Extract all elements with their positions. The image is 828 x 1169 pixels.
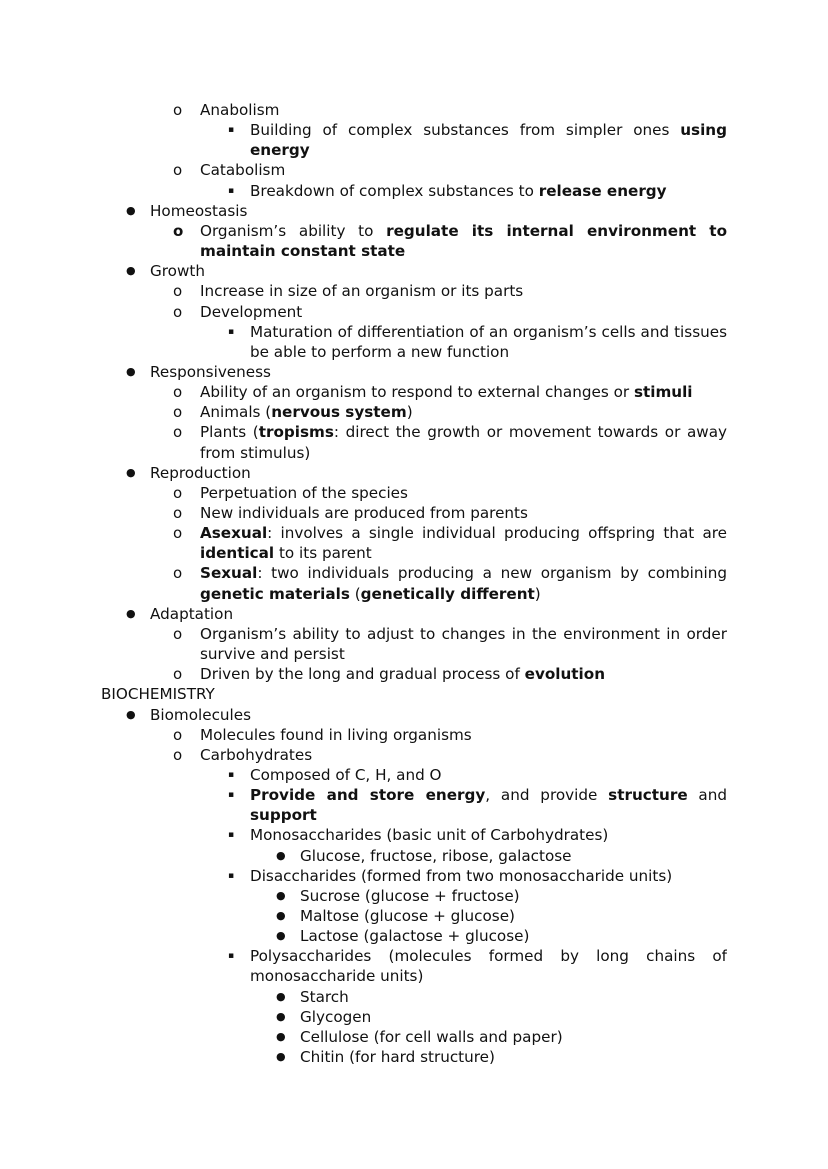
list-item-text: Development: [200, 302, 303, 321]
list-item-text: Chitin (for hard structure): [300, 1048, 495, 1067]
bullet-circle-icon: o: [173, 504, 183, 522]
list-item-text: Maltose (glucose + glucose): [300, 907, 515, 925]
list-item-text: Disaccharides (formed from two monosaccharide units): [250, 866, 673, 885]
list-item-text: Biomolecules: [150, 705, 252, 724]
bullet-circle-icon: o: [173, 624, 183, 643]
list-item-text: Sucrose (glucose + fructose): [300, 886, 520, 905]
bullet-circle-icon: o: [173, 403, 183, 422]
bullet-square-icon: ▪: [228, 185, 235, 196]
bullet-circle-icon: o: [173, 302, 183, 321]
list-item-text: Catabolism: [200, 161, 286, 180]
bullet-circle-icon: o: [173, 483, 183, 502]
list-item-text: energy: [250, 141, 310, 160]
bullet-dot-icon: ●: [276, 909, 286, 922]
list-item-text: Sexual: two individuals producing a new organism by combining: [200, 564, 727, 583]
bullet-dot-icon: ●: [276, 1029, 286, 1043]
bullet-square-icon: ▪: [228, 830, 235, 841]
list-item-text: Organism’s ability to regulate its internal environment to: [200, 221, 727, 240]
bullet-dot-icon: ●: [126, 203, 136, 217]
bullet-square-icon: ▪: [228, 326, 235, 337]
list-item-text: Lactose (galactose + glucose): [300, 927, 530, 946]
bullet-circle-icon: o: [173, 524, 183, 543]
list-item-text: Growth: [150, 262, 205, 281]
bullet-square-icon: ▪: [228, 951, 235, 962]
list-item-text: from stimulus): [200, 443, 311, 462]
list-item-text: Molecules found in living organisms: [200, 725, 472, 744]
list-item-text: Organism’s ability to adjust to changes in the environment in order: [200, 624, 727, 643]
bullet-dot-icon: ●: [126, 364, 136, 378]
bullet-dot-icon: ●: [276, 989, 286, 1003]
list-item-text: Increase in size of an organism or its parts: [200, 282, 524, 301]
list-item-text: Carbohydrates: [200, 745, 313, 764]
list-item-text: Starch: [300, 987, 349, 1006]
bullet-dot-icon: ●: [126, 465, 136, 479]
bullet-dot-icon: ●: [276, 929, 286, 943]
list-item-text: Animals (nervous system): [200, 403, 413, 422]
list-item-text: Reproduction: [150, 463, 251, 482]
bullet-dot-icon: ●: [276, 1009, 286, 1023]
bullet-square-icon: ▪: [228, 769, 235, 780]
list-item-text: Polysaccharides (molecules formed by long chains of: [250, 947, 727, 966]
bullet-square-icon: ▪: [228, 125, 235, 136]
bullet-circle-icon: o: [173, 725, 183, 744]
bullet-circle-icon: o: [173, 221, 184, 240]
list-item-text: Driven by the long and gradual process of evolution: [200, 665, 606, 684]
bullet-circle-icon: o: [173, 745, 183, 764]
bullet-circle-icon: o: [173, 665, 183, 684]
list-item-text: genetic materials (genetically different): [200, 584, 541, 603]
list-item-text: be able to perform a new function: [250, 342, 510, 361]
bullet-dot-icon: ●: [276, 888, 286, 902]
bullet-circle-icon: o: [173, 564, 183, 583]
bullet-square-icon: ▪: [228, 870, 235, 881]
list-item-text: Composed of C, H, and O: [250, 765, 442, 784]
list-item-text: Asexual: involves a single individual producing offspring that are: [200, 524, 727, 543]
bullet-dot-icon: ●: [126, 264, 136, 278]
list-item-text: Homeostasis: [150, 201, 248, 220]
list-item-text: Monosaccharides (basic unit of Carbohydrates): [250, 826, 609, 845]
list-item-text: Building of complex substances from simpler ones using: [250, 121, 727, 140]
bullet-square-icon: ▪: [228, 790, 235, 801]
list-item-text: Adaptation: [150, 604, 234, 623]
section-heading: BIOCHEMISTRY: [101, 685, 215, 704]
list-item-text: Glycogen: [300, 1007, 372, 1026]
list-item-text: support: [250, 806, 317, 825]
list-item-text: Anabolism: [200, 101, 280, 119]
list-item-text: Perpetuation of the species: [200, 483, 408, 502]
list-item-text: Provide and store energy, and provide structure and: [250, 786, 727, 805]
list-item-text: Ability of an organism to respond to external changes or stimuli: [200, 383, 693, 402]
list-item-text: Responsiveness: [150, 362, 271, 381]
bullet-dot-icon: ●: [126, 606, 136, 620]
list-item-text: survive and persist: [200, 645, 345, 664]
bullet-dot-icon: ●: [276, 1050, 286, 1064]
list-item-text: identical to its parent: [200, 544, 372, 563]
bullet-circle-icon: o: [173, 282, 183, 301]
bullet-dot-icon: ●: [276, 848, 286, 862]
bullet-circle-icon: o: [173, 423, 183, 442]
list-item-text: maintain constant state: [200, 242, 406, 261]
list-item-text: Cellulose (for cell walls and paper): [300, 1027, 563, 1046]
list-item-text: monosaccharide units): [250, 967, 424, 986]
bullet-circle-icon: o: [173, 161, 183, 180]
list-item-text: Maturation of differentiation of an organism’s cells and tissues: [250, 322, 727, 341]
list-item-text: Plants (tropisms: direct the growth or movement towards or away: [200, 423, 727, 442]
list-item-text: Glucose, fructose, ribose, galactose: [300, 846, 572, 865]
bullet-dot-icon: ●: [126, 707, 136, 721]
list-item-text: Breakdown of complex substances to release energy: [250, 181, 667, 200]
bullet-circle-icon: o: [173, 383, 183, 402]
bullet-circle-icon: o: [173, 101, 183, 119]
list-item-text: New individuals are produced from parents: [200, 504, 528, 522]
